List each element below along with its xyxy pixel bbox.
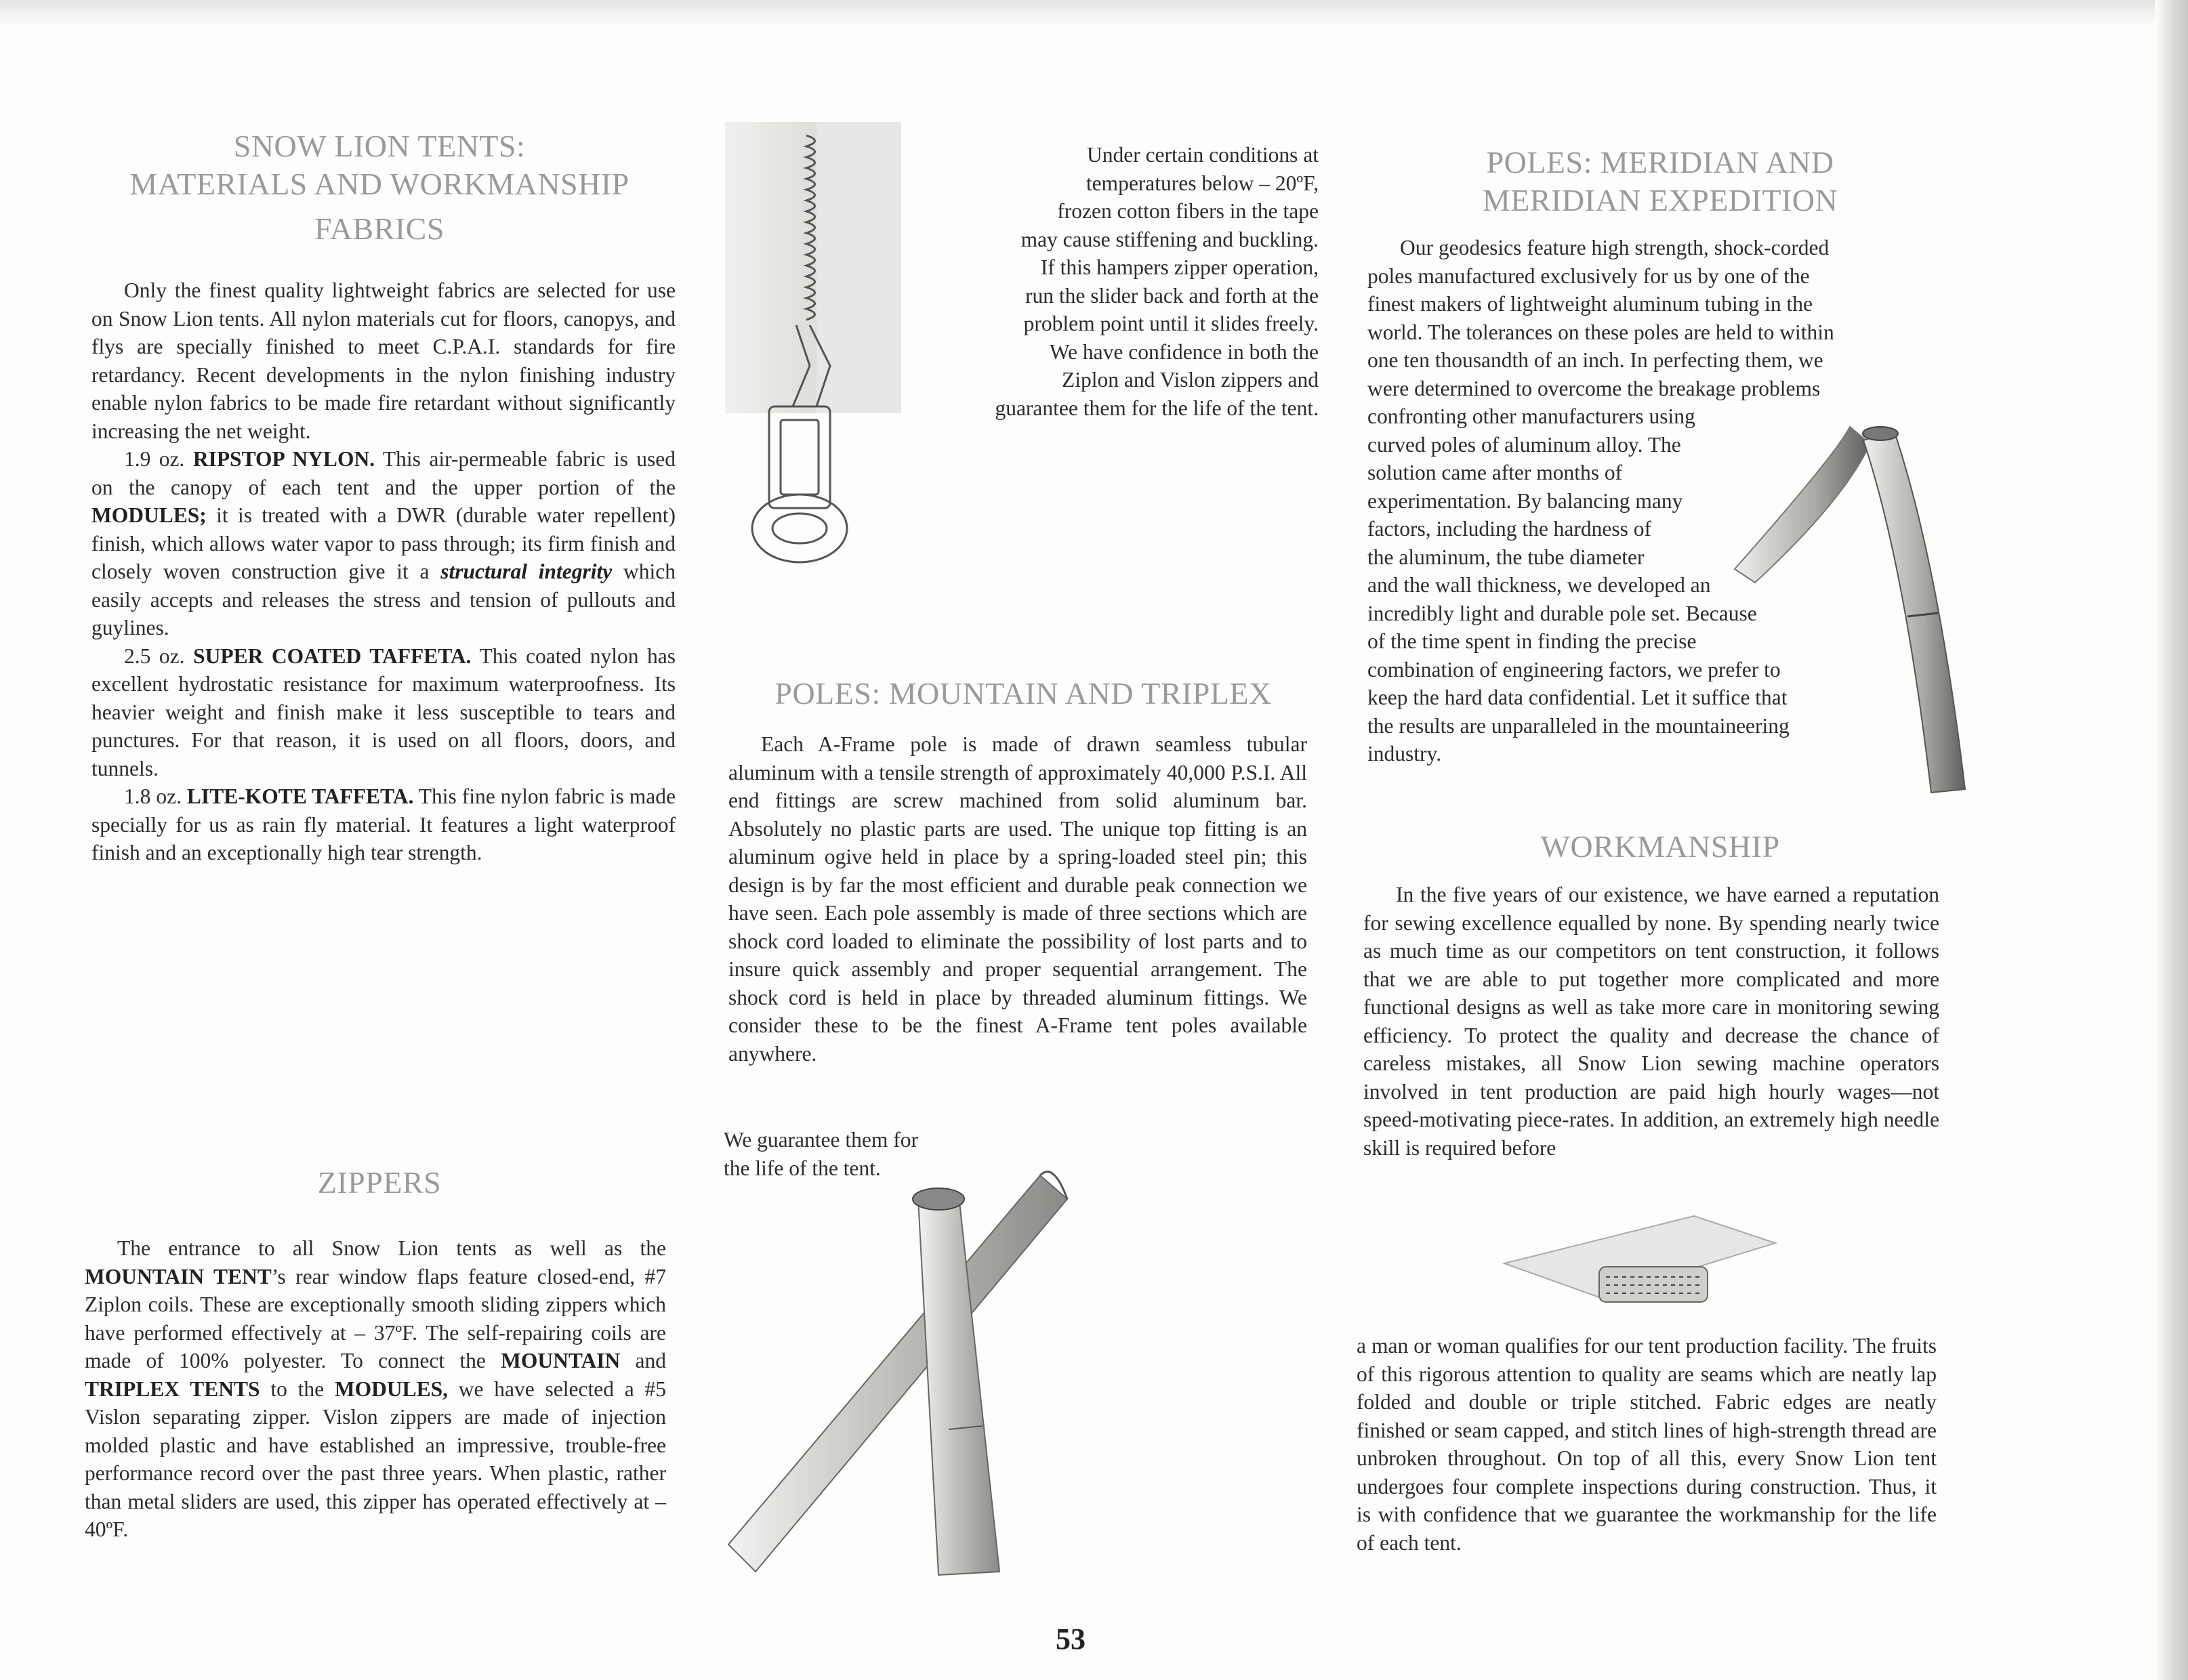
meridian-line: poles manufactured exclusively for us by one of the: [1367, 264, 1810, 288]
ripstop-text-a: This air-permeable fabric is used on the canopy of each tent and the upper portion of the: [91, 447, 676, 499]
zipper-caption: [874, 141, 1319, 422]
ripstop-emphasis: structural integrity: [440, 560, 613, 583]
meridian-line: solution came after months of: [1367, 461, 1623, 484]
meridian-line: incredibly light and durable pole set. Because: [1367, 601, 1757, 625]
zipper-caption-line: We have confidence in both the: [1049, 339, 1319, 364]
meridian-line: Our geodesics feature high strength, shock-corded: [1400, 236, 1830, 259]
ripstop-text-b: it is treated with a DWR (durable water repellent) finish, which allows water vapor to pass through; its firm finish and closely woven construction give it a: [91, 503, 676, 583]
zippers-heading: ZIPPERS: [317, 1165, 442, 1200]
seam-illustration: [1504, 1216, 1789, 1324]
meridian-line: combination of engineering factors, we prefer to: [1367, 657, 1781, 681]
zipper-caption-line: Under certain conditions at: [1086, 143, 1319, 167]
poles-mountain-heading: POLES: MOUNTAIN AND TRIPLEX: [775, 676, 1272, 711]
taffeta-text: This coated nylon has excellent hydrostatic resistance for maximum waterproofness. Its heavier weight and finish make it less susceptible to tears and punctures. For that reason, it is used on all floors, doors, and tunnels.: [91, 644, 676, 780]
taffeta-paragraph: [91, 642, 676, 783]
scan-top-edge: [0, 0, 2188, 26]
workmanship-text-1: In the five years of our existence, we have earned a reputation for sewing excellence equalled by none. By spending nearly twice as much time as our competitors on tent construction, it follows that we are able to put together more complicated and more functional designs as well as take more care in monitoring sewing efficiency. To protect the quality and decrease the chance of careless mistakes, all Snow Lion sewing machine operators involved in tent production are paid high hourly wages—not speed-motivating piece-rates. In addition, an extremely high needle skill is required before: [1363, 883, 1939, 1160]
meridian-line: one ten thousandth of an inch. In perfecting them, we: [1367, 348, 1823, 372]
litekote-name: LITE-KOTE TAFFETA.: [186, 784, 414, 808]
main-title-line1: SNOW LION TENTS:: [233, 129, 526, 163]
zipper-caption-line: run the slider back and forth at the: [1025, 283, 1319, 308]
zippers-text-3: we have selected a #5 Vislon separating zipper. Vislon zippers are made of injection molded plastic and have established an impressive, trouble-free performance record over the past three years. When plastic, rather than metal sliders are used, this zipper has operated effectively at –40ºF.: [85, 1377, 666, 1541]
meridian-line: confronting other manufacturers using: [1367, 404, 1695, 428]
meridian-line: of the time spent in finding the precise: [1367, 629, 1697, 653]
poles-guarantee-line: We guarantee them for: [724, 1128, 918, 1152]
workmanship-text-2: a man or woman qualifies for our tent production facility. The fruits of this rigorous attention to quality are seams which are neatly lap folded and double or triple stitched. Fabric edges are neatly finished or seam capped, and stitch lines of high-strength thread are unbroken throughout. On top of all this, every Snow Lion tent undergoes four complete inspections during construction. Thus, it is with confidence that we guarantee the workmanship for the life of each tent.: [1357, 1334, 1937, 1555]
poles-guarantee-line: the life of the tent.: [724, 1156, 881, 1180]
zippers-to-the: to the: [270, 1377, 325, 1401]
zippers-modules: MODULES,: [334, 1377, 449, 1401]
ripstop-name: RIPSTOP NYLON.: [192, 447, 375, 471]
main-title-line2: MATERIALS AND WORKMANSHIP: [129, 167, 629, 201]
workmanship-section-2: [1357, 1332, 1937, 1557]
poles-mountain-text: Each A-Frame pole is made of drawn seamless tubular aluminum with a tensile strength of approximately 40,000 P.S.I. All end fittings are screw machined from solid aluminum bar. Absolutely no plastic parts are used. The unique top fitting is an aluminum ogive held in place by a spring-loaded steel pin; this design is by far the most efficient and durable peak connection we have seen. Each pole assembly is made of three sections which are shock cord loaded to eliminate the possibility of lost parts and to insure quick assembly and proper sequential arrangement. The shock cord is held in place by threaded aluminum fittings. We consider these to be the finest A-Frame tent poles available anywhere.: [728, 732, 1307, 1066]
zipper-caption-line: guarantee them for the life of the tent.: [995, 396, 1319, 420]
ripstop-modules: MODULES;: [91, 503, 207, 527]
a-frame-pole-illustration: [715, 1138, 1311, 1585]
fabrics-intro: Only the finest quality lightweight fabrics are selected for use on Snow Lion tents. All nylon materials cut for floors, canopys, and flys are specially finished to meet C.P.A.I. standards for fire retardancy. Recent developments in the nylon finishing industry enable nylon fabrics to be made fire retardant without significantly increasing the net weight.: [91, 278, 676, 443]
page-number: 53: [1056, 1622, 1086, 1656]
meridian-line: factors, including the hardness of: [1367, 517, 1652, 541]
meridian-line: finest makers of lightweight aluminum tubing in the: [1367, 292, 1813, 316]
litekote-weight: 1.8 oz.: [124, 784, 182, 808]
meridian-line: the aluminum, the tube diameter: [1367, 545, 1645, 569]
taffeta-name: SUPER COATED TAFFETA.: [193, 644, 472, 668]
poles-meridian-heading-line2: MERIDIAN EXPEDITION: [1482, 183, 1838, 217]
zippers-mountain: MOUNTAIN: [501, 1349, 621, 1372]
ripstop-weight: 1.9 oz.: [124, 447, 185, 471]
workmanship-heading: WORKMANSHIP: [1540, 829, 1780, 864]
curved-pole-illustration: [1735, 413, 1992, 806]
zippers-section: [85, 1234, 666, 1544]
zippers-text-2: ’s rear window flaps feature closed-end, #7 Ziplon coils. These are exceptionally smooth sliding zippers which have performed effectively at – 37ºF. The self-repairing coils are made of 100% polyester. To connect the: [85, 1264, 666, 1372]
zippers-triplex: TRIPLEX TENTS: [85, 1377, 260, 1401]
meridian-line: experimentation. By balancing many: [1367, 488, 1683, 513]
meridian-line: and the wall thickness, we developed an: [1367, 573, 1711, 597]
zippers-paragraph: [85, 1234, 666, 1544]
scan-right-edge: [2155, 0, 2188, 1680]
zipper-caption-line: may cause stiffening and buckling.: [1020, 227, 1319, 251]
column-3-header: [1382, 144, 1938, 219]
ripstop-paragraph: [91, 445, 676, 642]
meridian-line: industry.: [1367, 742, 1442, 765]
zippers-and: and: [635, 1349, 667, 1372]
zipper-caption-line: temperatures below – 20ºF,: [1086, 171, 1319, 195]
zipper-caption-line: problem point until it slides freely.: [1023, 312, 1319, 335]
zipper-caption-line: frozen cotton fibers in the tape: [1057, 199, 1319, 223]
litekote-text: This fine nylon fabric is made specially for us as rain fly material. It features a light waterproof finish and an exceptionally high tear strength.: [91, 784, 676, 864]
workmanship-section-1: [1363, 881, 1939, 1162]
meridian-line: world. The tolerances on these poles are held to within: [1367, 320, 1834, 344]
meridian-line: keep the hard data confidential. Let it suffice that: [1367, 686, 1788, 709]
meridian-line: curved poles of aluminum alloy. The: [1367, 432, 1681, 457]
fabrics-heading: FABRICS: [314, 211, 445, 246]
poles-meridian-heading-line1: POLES: MERIDIAN AND: [1486, 145, 1834, 180]
meridian-line: were determined to overcome the breakage problems: [1367, 376, 1821, 400]
litekote-paragraph: [91, 782, 676, 867]
poles-mountain-section: [728, 730, 1307, 1068]
meridian-line: the results are unparalleled in the mountaineering: [1367, 713, 1790, 738]
zipper-caption-line: If this hampers zipper operation,: [1040, 255, 1319, 279]
taffeta-weight: 2.5 oz.: [124, 644, 185, 668]
zippers-mountain-tent: MOUNTAIN TENT: [85, 1264, 272, 1288]
ripstop-text-c: which easily accepts and releases the stress and tension of pullouts and guylines.: [91, 560, 676, 639]
fabrics-section: [91, 276, 676, 867]
zipper-caption-line: Ziplon and Vislon zippers and: [1062, 368, 1319, 392]
column-1-header: [81, 127, 678, 248]
zippers-text-1: The entrance to all Snow Lion tents as well as the: [117, 1236, 666, 1260]
